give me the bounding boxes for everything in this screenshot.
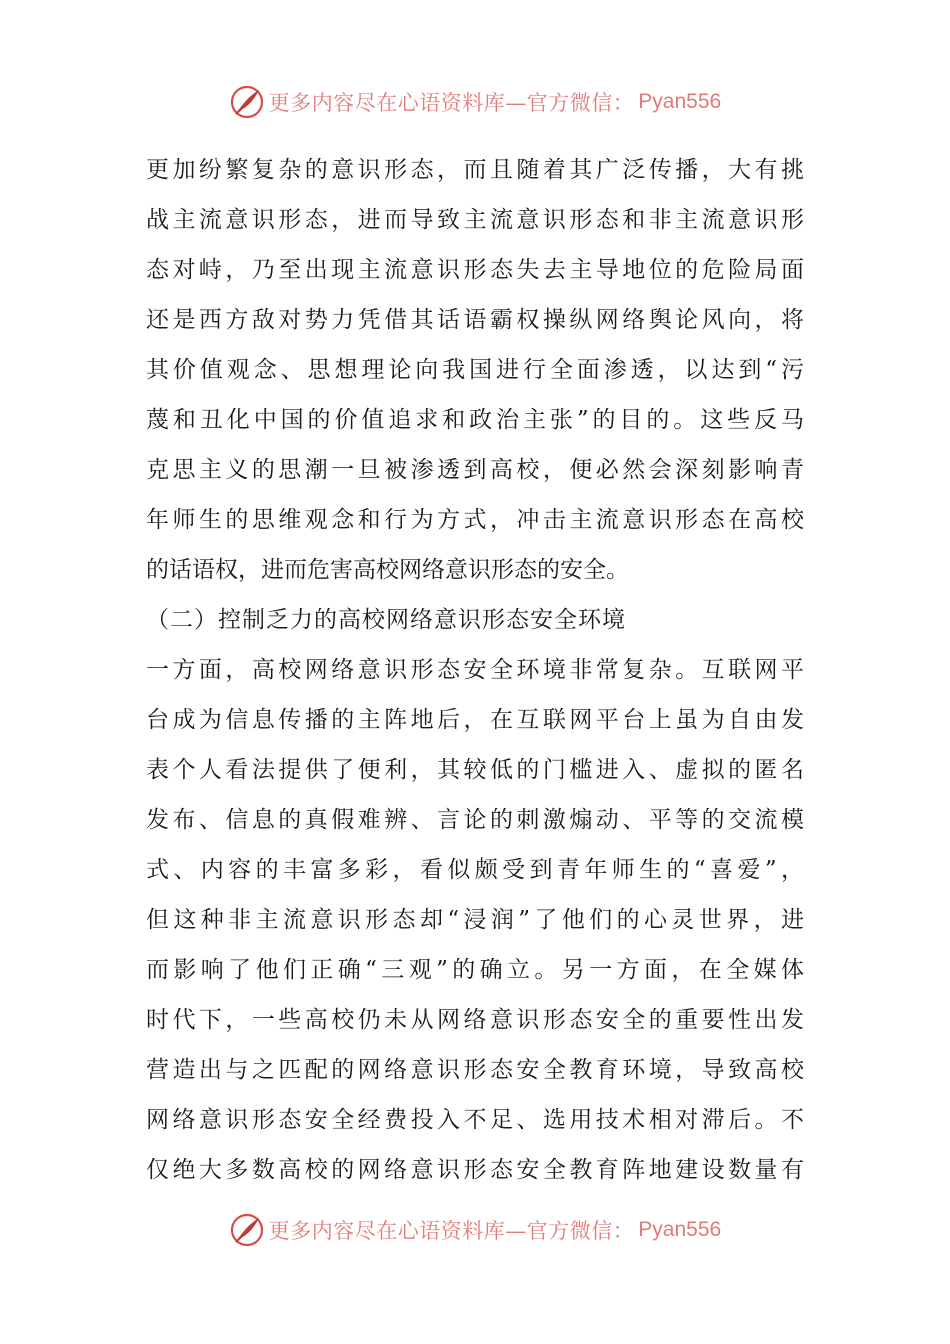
body-line: 态对峙，乃至出现主流意识形态失去主导地位的危险局面 [146, 257, 804, 283]
watermark-text: 更多内容尽在心语资料库—官方微信： [268, 91, 635, 115]
quill-logo-icon [229, 84, 265, 120]
header-watermark-banner [0, 82, 950, 122]
body-line: 克思主义的思潮一旦被渗透到高校，便必然会深刻影响青 [146, 457, 804, 483]
body-line: 台成为信息传播的主阵地后，在互联网平台上虽为自由发 [146, 707, 804, 733]
body-line: 表个人看法提供了便利，其较低的门槛进入、虚拟的匿名 [146, 757, 804, 783]
body-line: 而影响了他们正确“三观”的确立。另一方面，在全媒体 [146, 957, 804, 983]
body-line: 的话语权，进而危害高校网络意识形态的安全。 [146, 557, 629, 583]
body-line: 年师生的思维观念和行为方式，冲击主流意识形态在高校 [146, 507, 804, 533]
body-line: 仅绝大多数高校的网络意识形态安全教育阵地建设数量有 [146, 1157, 804, 1183]
footer-watermark-banner [0, 1210, 950, 1250]
body-line: 还是西方敌对势力凭借其话语霸权操纵网络舆论风向，将 [146, 307, 804, 333]
body-line: 其价值观念、思想理论向我国进行全面渗透，以达到“污 [146, 357, 804, 383]
watermark-wechat-id: Pyan556 [638, 90, 722, 113]
section-heading: （二）控制乏力的高校网络意识形态安全环境 [146, 607, 626, 633]
watermark-wechat-id: Pyan556 [638, 1218, 722, 1241]
quill-logo-icon [229, 1212, 265, 1248]
body-line: 发布、信息的真假难辨、言论的刺激煽动、平等的交流模 [146, 807, 804, 833]
body-line: 蔑和丑化中国的价值追求和政治主张”的目的。这些反马 [146, 407, 804, 433]
body-line: 但这种非主流意识形态却“浸润”了他们的心灵世界，进 [146, 907, 804, 933]
body-line: 时代下，一些高校仍未从网络意识形态安全的重要性出发 [146, 1007, 804, 1033]
body-line: 战主流意识形态，进而导致主流意识形态和非主流意识形 [146, 207, 804, 233]
body-line: 式、内容的丰富多彩，看似颇受到青年师生的“喜爱”， [146, 857, 804, 883]
watermark-text: 更多内容尽在心语资料库—官方微信： [268, 1219, 635, 1243]
body-line: 网络意识形态安全经费投入不足、选用技术相对滞后。不 [146, 1107, 804, 1133]
body-line: 一方面，高校网络意识形态安全环境非常复杂。互联网平 [146, 657, 804, 683]
body-line: 更加纷繁复杂的意识形态，而且随着其广泛传播，大有挑 [146, 157, 804, 183]
document-body [146, 145, 806, 1195]
body-line: 营造出与之匹配的网络意识形态安全教育环境，导致高校 [146, 1057, 804, 1083]
